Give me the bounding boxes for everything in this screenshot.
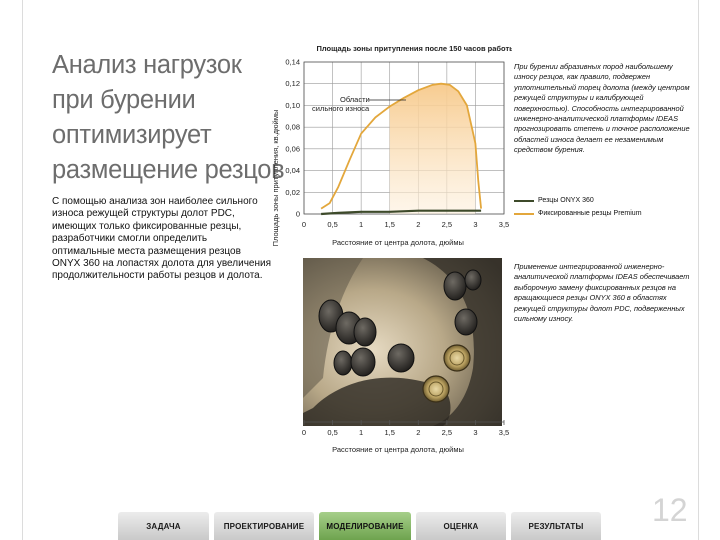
page-number: 12	[652, 492, 688, 528]
title-line: оптимизирует	[52, 121, 212, 149]
wear-area-highlight	[390, 84, 476, 214]
slide-body-text: С помощью анализа зон наиболее сильного износа режущей структуры долот PDC, имеющих только фиксированные резцы, разработчики смогли определить оптимальные места размещения резцов ONYX 360 на лопастях долота для увеличения продолжительности работы резцов и долота.	[52, 196, 271, 282]
tab-label: ЗАДАЧА	[146, 521, 181, 531]
x-tick-label: 3,5	[498, 220, 510, 229]
x-tick-label: 0,5	[327, 220, 338, 229]
tab-label: ОЦЕНКА	[443, 521, 479, 531]
photo-axis-tick-label: 1,5	[384, 428, 395, 437]
tab-label: РЕЗУЛЬТАТЫ	[528, 521, 584, 531]
x-tick-label: 1	[359, 220, 364, 229]
chart-svg	[266, 40, 512, 250]
chart-title: Площадь зоны притупления после 150 часов работы	[316, 44, 512, 53]
tab-modelirovanie[interactable]	[319, 512, 411, 540]
photo-axis-tick-label: 2,5	[441, 428, 453, 437]
y-tick-label: 0,12	[285, 79, 300, 89]
y-tick-label: 0,10	[285, 100, 300, 110]
x-tick-label: 1,5	[384, 220, 395, 229]
photo-axis	[266, 420, 512, 465]
legend-item-premium	[514, 207, 694, 220]
tab-label: ПРОЕКТИРОВАНИЕ	[223, 521, 305, 531]
tab-label: МОДЕЛИРОВАНИЕ	[326, 521, 404, 531]
annotation-label: Области	[340, 95, 370, 104]
tab-proektirovanie[interactable]	[214, 512, 314, 540]
section-tabs	[118, 512, 606, 540]
legend-label: Резцы ONYX 360	[538, 197, 594, 204]
legend-item-onyx	[514, 194, 694, 207]
photo-axis-ticks	[302, 420, 509, 437]
title-line: при бурении	[52, 86, 196, 114]
y-tick-label: 0,14	[285, 57, 300, 67]
chart-y-label: Площадь зоны притупления, кв.дюймы	[271, 109, 280, 247]
x-tick-label: 0	[301, 220, 307, 229]
annotation-label: сильного износа	[312, 104, 370, 113]
drill-bit-image	[303, 258, 502, 426]
photo-axis-tick-label: 0	[301, 428, 307, 437]
legend-swatch	[514, 200, 534, 202]
right-margin-rule	[698, 0, 699, 540]
photo-axis-tick-label: 1	[359, 428, 364, 437]
y-tick-label: 0,08	[285, 122, 300, 132]
chart-x-label: Расстояние от центра долота, дюймы	[332, 238, 464, 247]
y-tick-label: 0,02	[285, 187, 300, 197]
left-margin-rule	[22, 0, 23, 540]
photo-axis-tick-label: 3,5	[498, 428, 510, 437]
tab-zadacha[interactable]	[118, 512, 209, 540]
x-tick-label: 3	[473, 220, 478, 229]
photo-axis-tick-label: 0,5	[327, 428, 338, 437]
x-tick-label: 2,5	[441, 220, 453, 229]
y-tick-label: 0,06	[285, 144, 300, 154]
note-ideas-platform: Применение интегрированной инженерно-аналитической платформы IDEAS обеспечивает выборочную замену фиксированных резцов на вращающиеся резцы ONYX 360 в областях режущей структуры долот PDC, подверженных сильному износу.	[514, 262, 690, 324]
photo-axis-tick-label: 3	[473, 428, 478, 437]
photo-axis-svg	[266, 420, 512, 460]
wear-area-chart	[266, 40, 512, 255]
y-tick-label: 0,04	[285, 166, 300, 176]
title-line: Анализ нагрузок	[52, 51, 242, 79]
tab-rezultaty[interactable]	[511, 512, 601, 540]
legend-swatch	[514, 213, 534, 215]
photo-x-label: Расстояние от центра долота, дюймы	[332, 445, 464, 454]
y-tick-label: 0	[295, 209, 300, 219]
legend-label: Фиксированные резцы Premium	[538, 210, 642, 217]
note-wear-analysis: При бурении абразивных пород наибольшему износу резцов, как правило, подвержен уплотнительный торец долота (между центром режущей структуры и калибрующей поверхностью). Способность интегрированной инженерно-аналитической платформы IDEAS прогнозировать степень и точное расположение областей износа делает ее незаменимым средством бурения.	[514, 62, 690, 155]
chart-legend	[514, 194, 694, 220]
drill-bit-illustration	[303, 258, 502, 426]
x-tick-label: 2	[416, 220, 421, 229]
photo-axis-tick-label: 2	[416, 428, 421, 437]
title-line: размещение резцов	[52, 156, 285, 184]
tab-ocenka[interactable]	[416, 512, 506, 540]
